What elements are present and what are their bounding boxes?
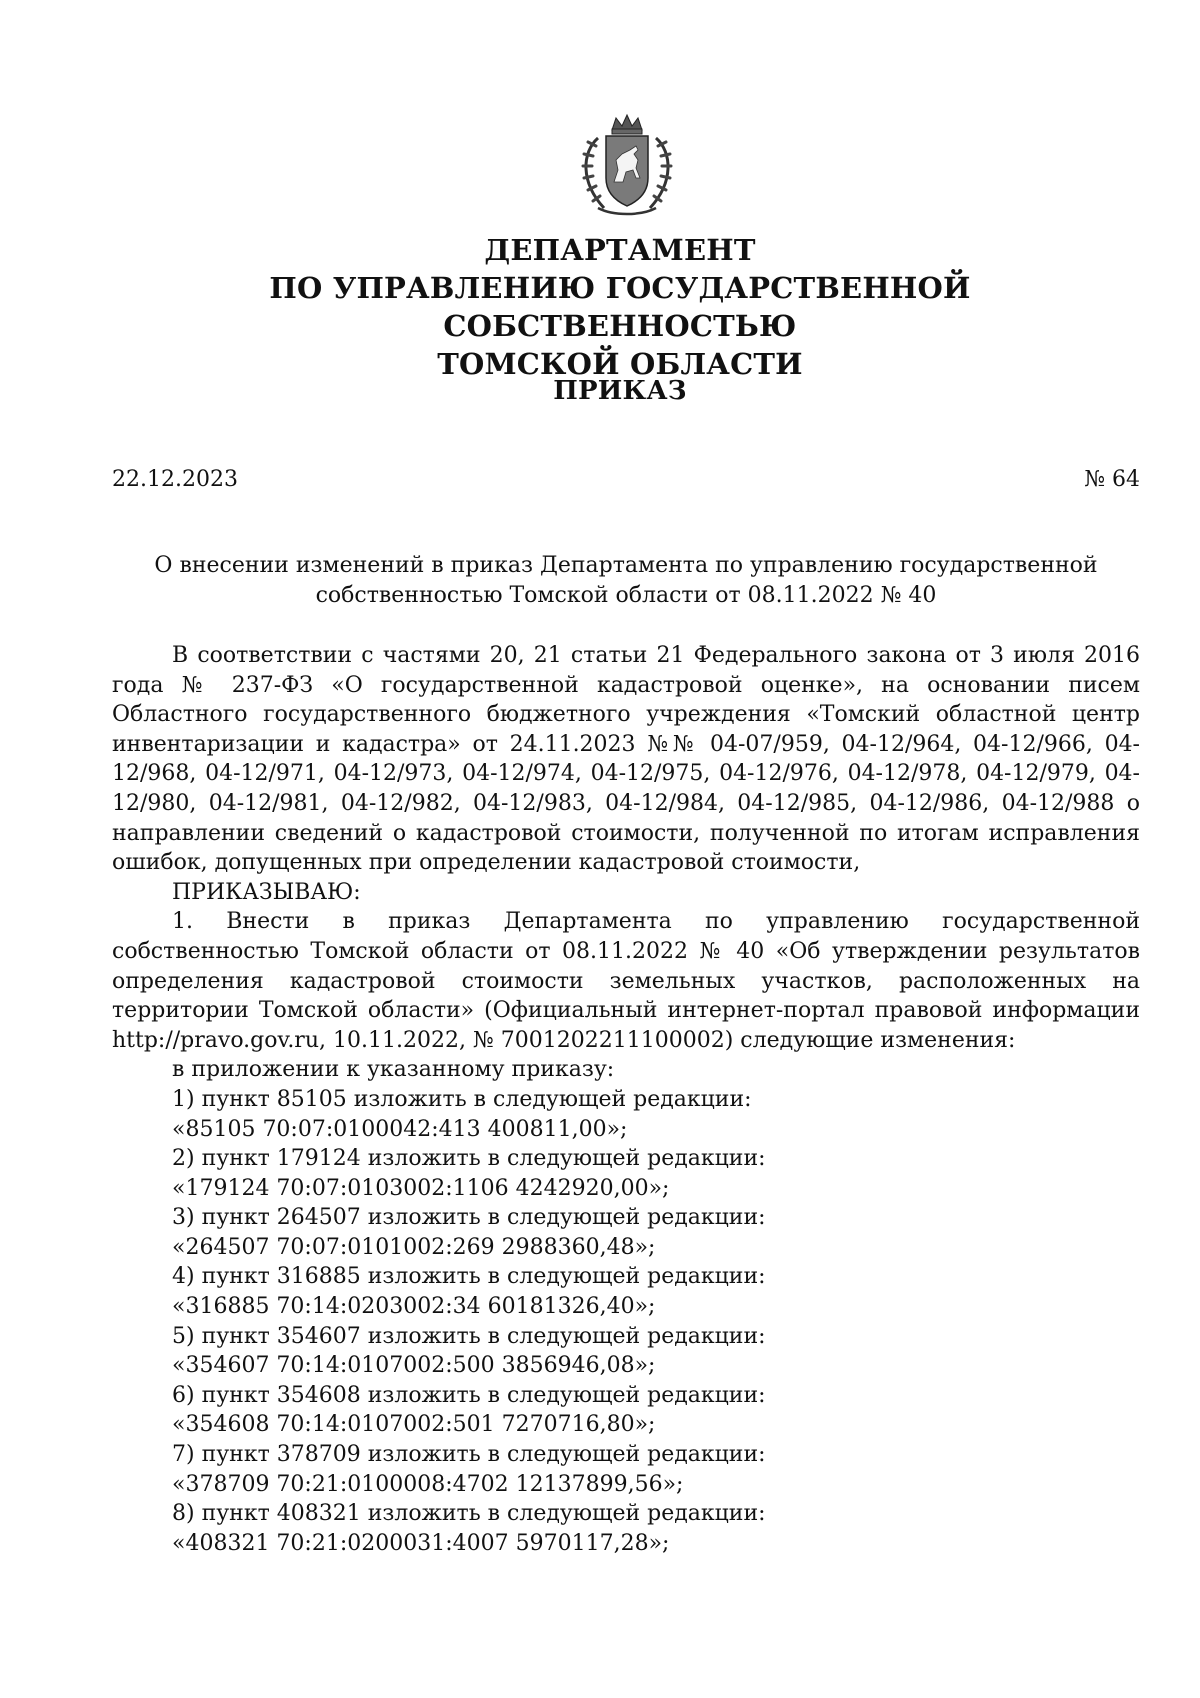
department-title: [100, 231, 1140, 383]
amendment-instruction: 8) пункт 408321 изложить в следующей редакции:: [172, 1501, 766, 1527]
amendment-value: «264507 70:07:0101002:269 2988360,48»;: [172, 1234, 656, 1260]
order-subject-line1: О внесении изменений в приказ Департамента по управлению государственной: [154, 553, 1098, 578]
amendment-instruction: 2) пункт 179124 изложить в следующей редакции:: [172, 1146, 766, 1172]
tomsk-oblast-coat-of-arms-icon: [568, 112, 686, 220]
amendment-value: «354607 70:14:0107002:500 3856946,08»;: [172, 1353, 656, 1379]
amendment-value: «179124 70:07:0103002:1106 4242920,00»;: [172, 1175, 670, 1201]
order-date: 22.12.2023: [112, 467, 238, 492]
amendment-value: «85105 70:07:0100042:413 400811,00»;: [172, 1116, 628, 1142]
department-title-line1: ДЕПАРТАМЕНТ: [484, 233, 756, 267]
amendment-instruction: 3) пункт 264507 изложить в следующей редакции:: [172, 1205, 766, 1231]
order-word: ПРИКАЗЫВАЮ:: [172, 879, 361, 905]
amendment-instruction: 1) пункт 85105 изложить в следующей редакции:: [172, 1086, 752, 1112]
department-title-line2: ПО УПРАВЛЕНИЮ ГОСУДАРСТВЕННОЙ СОБСТВЕННОСТЬЮ: [269, 271, 971, 343]
order-subject: [112, 551, 1140, 611]
amendment-instruction: 5) пункт 354607 изложить в следующей редакции:: [172, 1323, 766, 1349]
order-body: [112, 641, 1140, 1558]
amendment-value: «378709 70:21:0100008:4702 12137899,56»;: [172, 1471, 684, 1497]
amendment-value: «408321 70:21:0200031:4007 5970117,28»;: [172, 1530, 670, 1556]
amendment-instruction: 7) пункт 378709 изложить в следующей редакции:: [172, 1442, 766, 1468]
amendment-instruction: 6) пункт 354608 изложить в следующей редакции:: [172, 1382, 766, 1408]
order-subject-line2: собственностью Томской области от 08.11.2022 № 40: [315, 583, 937, 608]
appendix-intro: в приложении к указанному приказу:: [172, 1057, 615, 1083]
document-type: ПРИКАЗ: [553, 376, 687, 406]
department-title-line3: ТОМСКОЙ ОБЛАСТИ: [437, 347, 803, 381]
order-number: № 64: [1084, 467, 1140, 492]
amendment-value: «316885 70:14:0203002:34 60181326,40»;: [172, 1294, 656, 1320]
clause-1-paragraph: 1. Внести в приказ Департамента по управлению государственной собственностью Томской области от 08.11.2022 № 40 «Об утверждении результатов определения кадастровой стоимости земельных участков, расположенных на территории Томской области» (Официальный интернет-портал правовой информации http://pravo.gov.ru, 10.11.2022, № 7001202211100002) следующие изменения:: [112, 909, 1140, 1053]
preamble-paragraph: В соответствии с частями 20, 21 статьи 21 Федерального закона от 3 июля 2016 года № 237-ФЗ «О государственной кадастровой оценке», на основании писем Областного государственного бюджетного учреждения «Томский областной центр инвентаризации и кадастра» от 24.11.2023 №№ 04-07/959, 04-12/964, 04-12/966, 04-12/968, 04-12/971, 04-12/973, 04-12/974, 04-12/975, 04-12/976, 04-12/978, 04-12/979, 04-12/980, 04-12/981, 04-12/982, 04-12/983, 04-12/984, 04-12/985, 04-12/986, 04-12/988 о направлении сведений о кадастровой стоимости, полученной по итогам исправления ошибок, допущенных при определении кадастровой стоимости,: [112, 643, 1140, 876]
amendment-value: «354608 70:14:0107002:501 7270716,80»;: [172, 1412, 656, 1438]
amendment-instruction: 4) пункт 316885 изложить в следующей редакции:: [172, 1264, 766, 1290]
